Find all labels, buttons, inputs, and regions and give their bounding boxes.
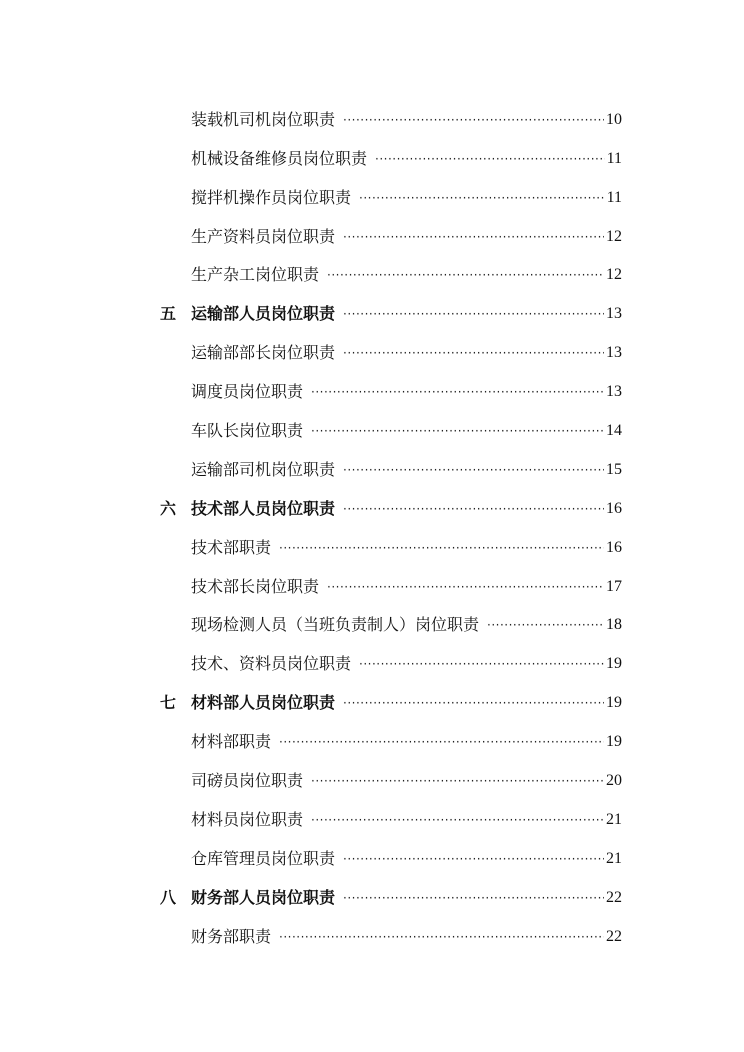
toc-entry-title: 技术部职责 bbox=[191, 537, 272, 557]
toc-entry[interactable] bbox=[160, 519, 622, 558]
toc-dot-leader bbox=[343, 343, 604, 363]
toc-page-number: 16 bbox=[606, 538, 622, 556]
toc-page-number: 21 bbox=[606, 849, 622, 867]
toc-page-number: 17 bbox=[606, 577, 622, 595]
toc-page-number: 21 bbox=[606, 810, 622, 828]
toc-entry[interactable] bbox=[160, 558, 622, 597]
toc-entry-title: 现场检测人员（当班负责制人）岗位职责 bbox=[191, 615, 480, 635]
toc-entry-title: 材料部人员岗位职责 bbox=[191, 693, 336, 713]
toc-entry-title: 生产杂工岗位职责 bbox=[191, 265, 320, 285]
toc-entry[interactable] bbox=[160, 402, 622, 441]
toc-entry-title: 仓库管理员岗位职责 bbox=[191, 848, 336, 868]
toc-page-number: 13 bbox=[606, 305, 622, 323]
toc-entry-title: 技术部长岗位职责 bbox=[191, 576, 320, 596]
toc-entry[interactable] bbox=[160, 363, 622, 402]
toc-dot-leader bbox=[343, 499, 604, 519]
toc-page-number: 12 bbox=[606, 227, 622, 245]
toc-entry-title: 技术部人员岗位职责 bbox=[191, 498, 336, 518]
toc-page-number: 22 bbox=[606, 927, 622, 945]
table-of-contents bbox=[160, 91, 622, 947]
toc-page-number: 19 bbox=[606, 655, 622, 673]
toc-dot-leader bbox=[279, 927, 604, 947]
toc-entry[interactable] bbox=[160, 635, 622, 674]
toc-entry-title: 运输部人员岗位职责 bbox=[191, 304, 336, 324]
toc-page-number: 16 bbox=[606, 499, 622, 517]
toc-entry[interactable] bbox=[160, 908, 622, 947]
toc-page-number: 11 bbox=[606, 188, 622, 206]
toc-entry[interactable] bbox=[160, 169, 622, 208]
toc-section-number: 六 bbox=[160, 498, 177, 518]
toc-page-number: 18 bbox=[606, 616, 622, 634]
toc-dot-leader bbox=[343, 693, 604, 713]
toc-entry[interactable] bbox=[160, 830, 622, 869]
toc-entry-title: 调度员岗位职责 bbox=[191, 382, 304, 402]
toc-dot-leader bbox=[279, 732, 604, 752]
toc-dot-leader bbox=[343, 849, 604, 869]
toc-entry[interactable] bbox=[160, 597, 622, 636]
toc-section-entry[interactable] bbox=[160, 285, 622, 324]
toc-dot-leader bbox=[343, 227, 604, 247]
toc-dot-leader bbox=[279, 538, 604, 558]
toc-page-number: 13 bbox=[606, 344, 622, 362]
toc-entry-title: 生产资料员岗位职责 bbox=[191, 226, 336, 246]
toc-entry-title: 运输部司机岗位职责 bbox=[191, 459, 336, 479]
toc-dot-leader bbox=[327, 577, 604, 597]
toc-entry[interactable] bbox=[160, 324, 622, 363]
toc-entry-title: 装载机司机岗位职责 bbox=[191, 109, 336, 129]
toc-dot-leader bbox=[375, 149, 605, 169]
toc-page-number: 10 bbox=[606, 110, 622, 128]
toc-section-number: 八 bbox=[160, 887, 177, 907]
toc-section-number: 五 bbox=[160, 304, 177, 324]
toc-entry[interactable] bbox=[160, 791, 622, 830]
toc-dot-leader bbox=[343, 304, 604, 324]
toc-page-number: 22 bbox=[606, 888, 622, 906]
toc-dot-leader bbox=[311, 382, 604, 402]
toc-section-number: 七 bbox=[160, 693, 177, 713]
toc-entry-title: 材料部职责 bbox=[191, 732, 272, 752]
toc-entry-title: 材料员岗位职责 bbox=[191, 809, 304, 829]
toc-dot-leader bbox=[311, 421, 604, 441]
toc-entry-title: 财务部人员岗位职责 bbox=[191, 887, 336, 907]
toc-section-entry[interactable] bbox=[160, 480, 622, 519]
toc-dot-leader bbox=[359, 654, 604, 674]
toc-entry-title: 财务部职责 bbox=[191, 926, 272, 946]
toc-page-number: 19 bbox=[606, 694, 622, 712]
toc-page-number: 14 bbox=[606, 422, 622, 440]
toc-entry[interactable] bbox=[160, 247, 622, 286]
toc-entry[interactable] bbox=[160, 713, 622, 752]
toc-section-entry[interactable] bbox=[160, 869, 622, 908]
toc-entry[interactable] bbox=[160, 91, 622, 130]
toc-dot-leader bbox=[343, 888, 604, 908]
toc-entry-title: 搅拌机操作员岗位职责 bbox=[191, 187, 352, 207]
toc-entry-title: 运输部部长岗位职责 bbox=[191, 343, 336, 363]
toc-page-number: 15 bbox=[606, 460, 622, 478]
toc-page-number: 11 bbox=[606, 149, 622, 167]
toc-page-number: 12 bbox=[606, 266, 622, 284]
toc-dot-leader bbox=[359, 188, 605, 208]
toc-entry-title: 车队长岗位职责 bbox=[191, 421, 304, 441]
toc-entry[interactable] bbox=[160, 441, 622, 480]
toc-entry-title: 机械设备维修员岗位职责 bbox=[191, 148, 368, 168]
toc-dot-leader bbox=[311, 810, 604, 830]
toc-page-number: 19 bbox=[606, 733, 622, 751]
toc-entry[interactable] bbox=[160, 752, 622, 791]
toc-dot-leader bbox=[343, 110, 604, 130]
toc-entry-title: 司磅员岗位职责 bbox=[191, 771, 304, 791]
toc-entry[interactable] bbox=[160, 130, 622, 169]
toc-entry-title: 技术、资料员岗位职责 bbox=[191, 654, 352, 674]
toc-page-number: 20 bbox=[606, 772, 622, 790]
toc-dot-leader bbox=[311, 771, 604, 791]
toc-dot-leader bbox=[487, 615, 604, 635]
toc-dot-leader bbox=[327, 265, 604, 285]
toc-section-entry[interactable] bbox=[160, 674, 622, 713]
toc-dot-leader bbox=[343, 460, 604, 480]
toc-entry[interactable] bbox=[160, 208, 622, 247]
toc-page-number: 13 bbox=[606, 383, 622, 401]
